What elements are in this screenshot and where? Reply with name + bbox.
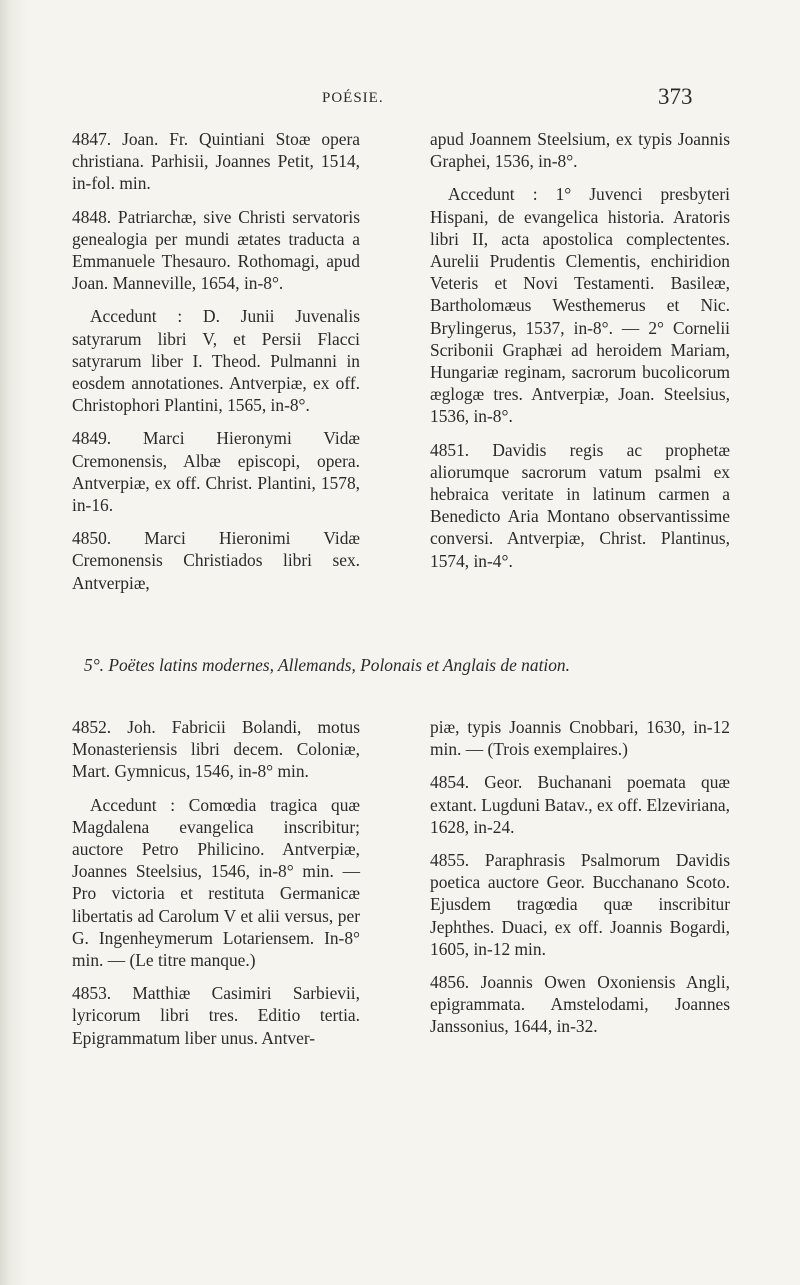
entry-4852-accedunt: Accedunt : Comœdia tragica quæ Magdalena evangelica inscribitur; auctore Petro Philicino. Antverpiæ, Joannes Steelsius, 1546, in-8° min. — Pro victoria et restituta Germanicæ libertatis ad Carolum V et alii versus, per G. Ingenheymerum Lotariensem. In-8° min. — (Le titre manque.) bbox=[72, 794, 360, 971]
column-left-top bbox=[72, 128, 360, 605]
entry-4850-continued: apud Joannem Steelsium, ex typis Joannis Graphei, 1536, in-8°. bbox=[430, 129, 730, 172]
entry-4850-accedunt: Accedunt : 1° Juvenci presbyteri Hispani, de evangelica historia. Aratoris libri II, acta apostolica complectentes. Aurelii Prudentis Clementis, enchiridion Veteris et Novi Testamenti. Basileæ, Bartholomæus Westhemerus et Nic. Brylingerus, 1537, in-8°. — 2° Cornelii Scribonii Graphæi ad heroidem Mariam, Hungariæ reginam, sacrorum bucolicorum æglogæ tres. Antverpiæ, Joan. Steelsius, 1536, in-8°. bbox=[430, 184, 730, 427]
entry-4848: 4848. Patriarchæ, sive Christi servatoris genealogia per mundi ætates traducta a Emmanuele Thesauro. Rothomagi, apud Joan. Manneville, 1654, in-8°. bbox=[72, 206, 360, 294]
entry-4855: 4855. Paraphrasis Psalmorum Davidis poetica auctore Geor. Bucchanano Scoto. Ejusdem tragœdia quæ inscribitur Jephthes. Duaci, ex off. Joannis Bogardi, 1605, in-12 min. bbox=[430, 850, 730, 959]
running-head bbox=[0, 84, 800, 118]
entry-4851: 4851. Davidis regis ac prophetæ aliorumque sacrorum vatum psalmi ex hebraica veritate in latinum carmen a Benedicto Aria Montano observantissime conversi. Antverpiæ, Christ. Plantinus, 1574, in-4°. bbox=[430, 439, 730, 571]
section-heading: 5°. Poëtes latins modernes, Allemands, Polonais et Anglais de nation. bbox=[84, 655, 570, 675]
column-right-top bbox=[430, 128, 730, 583]
entry-4852: 4852. Joh. Fabricii Bolandi, motus Monasteriensis libri decem. Coloniæ, Mart. Gymnicus, 1546, in-8° min. bbox=[72, 717, 360, 782]
entry-4847: 4847. Joan. Fr. Quintiani Stoæ opera christiana. Parhisii, Joannes Petit, 1514, in-fol. min. bbox=[72, 129, 360, 194]
entry-4853: 4853. Matthiæ Casimiri Sarbievii, lyricorum libri tres. Editio tertia. Epigrammatum liber unus. Antver- bbox=[72, 983, 360, 1048]
column-right-bottom bbox=[430, 716, 730, 1049]
running-title: POÉSIE. bbox=[322, 90, 384, 106]
entry-4854: 4854. Geor. Buchanani poemata quæ extant. Lugduni Batav., ex off. Elzeviriana, 1628, in-24. bbox=[430, 772, 730, 837]
entry-4849: 4849. Marci Hieronymi Vidæ Cremonensis, Albæ episcopi, opera. Antverpiæ, ex off. Christ. Plantini, 1578, in-16. bbox=[72, 428, 360, 516]
column-left-bottom bbox=[72, 716, 360, 1060]
page-number: 373 bbox=[658, 84, 693, 109]
entry-4848-accedunt: Accedunt : D. Junii Juvenalis satyrarum libri V, et Persii Flacci satyrarum liber I. Theod. Pulmanni in eosdem annotationes. Antverpiæ, ex off. Christophori Plantini, 1565, in-8°. bbox=[72, 306, 360, 416]
binding-shadow bbox=[0, 0, 28, 1285]
entry-4853-continued: piæ, typis Joannis Cnobbari, 1630, in-12 min. — (Trois exemplaires.) bbox=[430, 717, 730, 760]
entry-4856: 4856. Joannis Owen Oxoniensis Angli, epigrammata. Amstelodami, Joannes Janssonius, 1644, in-32. bbox=[430, 972, 730, 1037]
entry-4850: 4850. Marci Hieronimi Vidæ Cremonensis Christiados libri sex. Antverpiæ, bbox=[72, 528, 360, 593]
